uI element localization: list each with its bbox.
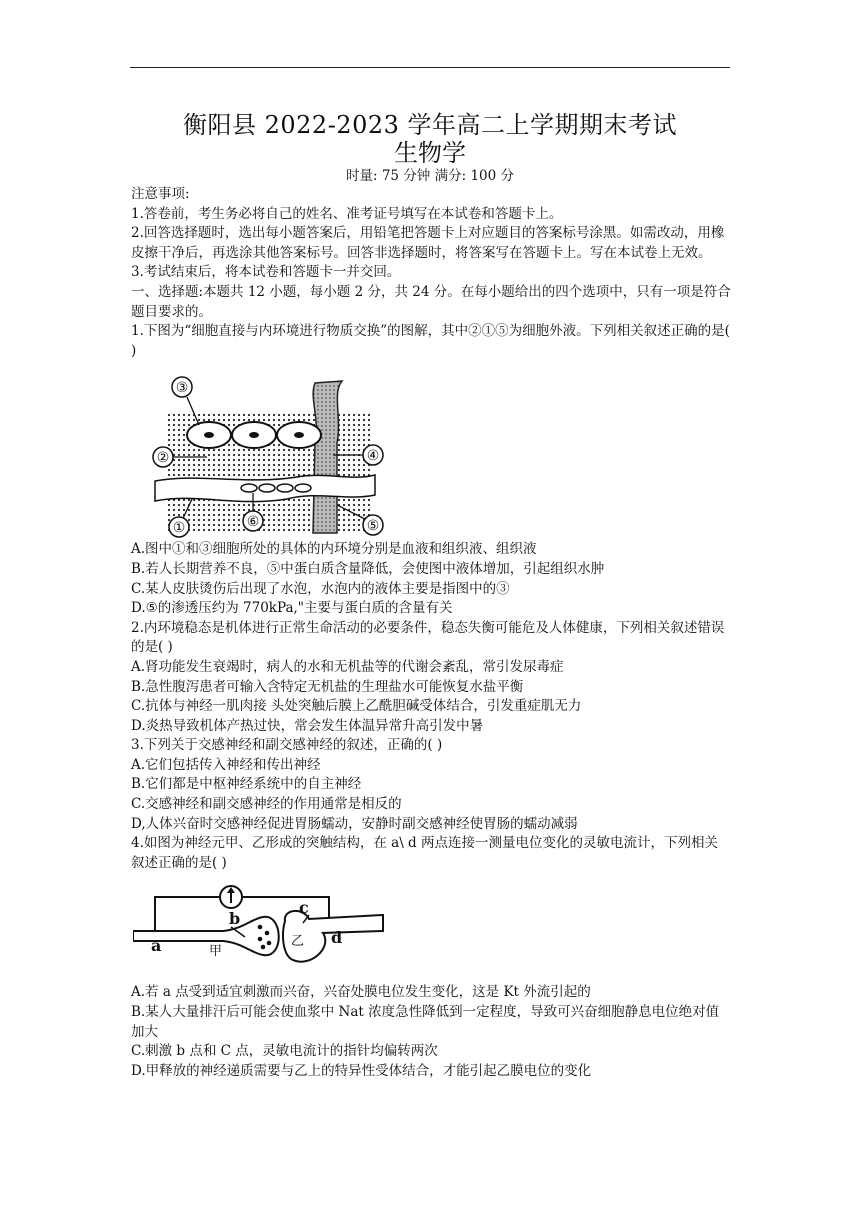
question-2-stem: 2.内环境稳态是机体进行正常生命活动的必要条件，稳态失衡可能危及人体健康，下列相关叙述错误的是( ) [131, 619, 725, 656]
question-1-option-c: C.某人皮肤烫伤后出现了水泡，水泡内的液体主要是指图中的③ [131, 580, 510, 597]
blood-cell [295, 484, 311, 492]
question-3-option-b: B.它们都是中枢神经系统中的自主神经 [131, 776, 362, 793]
neuron-jia-label: 甲 [209, 944, 223, 960]
synapse-galvanometer-diagram [133, 879, 423, 979]
question-4-option-a: A.若 a 点受到适宜刺激而兴奋，兴奋处膜电位发生变化，这是 Kt 外流引起的 [131, 984, 591, 1001]
question-2-option-c: C.抗体与神经一肌肉接 头处突触后膜上乙酰胆碱受体结合，引发重症肌无力 [131, 698, 582, 715]
cell-nucleus [204, 432, 214, 438]
neuron-yi-label: 乙 [291, 934, 305, 950]
cell-nucleus [294, 432, 304, 438]
exam-subject: 生物学 [394, 139, 466, 167]
question-1-stem: 1.下图为“细胞直接与内环境进行物质交换”的图解，其中②①⑤为细胞外液。下列相关叙述正确的是( ) [131, 323, 730, 359]
question-2-option-b: B.急性腹泻患者可输入含特定无机盐的生理盐水可能恢复水盐平衡 [131, 678, 524, 695]
point-b-label: b [229, 909, 241, 929]
point-d-label: d [331, 928, 343, 948]
question-4-option-d: D.甲释放的神经递质需要与乙上的特异性受体结合，才能引起乙膜电位的变化 [131, 1062, 592, 1079]
question-2-option-a: A.肾功能发生衰竭时，病人的水和无机盐等的代谢会紊乱，常引发尿毒症 [131, 658, 564, 675]
label-1: ① [172, 520, 186, 537]
question-1-option-b: B.若人长期营养不良，⑤中蛋白质含量降低，会使图中液体增加，引起组织水肿 [131, 560, 605, 577]
question-1-option-a: A.图中①和③细胞所处的具体的内环境分别是血液和组织液、组织液 [131, 541, 537, 558]
exam-time-score: 时量: 75 分钟 满分: 100 分 [346, 168, 514, 184]
notice-item: 3.考试结束后，将本试卷和答题卡一并交回。 [131, 264, 401, 281]
question-4-option-c: C.刺激 b 点和 C 点，灵敏电流计的指针均偏转两次 [131, 1043, 438, 1060]
question-3-stem: 3.下列关于交感神经和副交感神经的叙述，正确的( ) [131, 737, 443, 754]
label-5: ⑤ [366, 518, 380, 535]
label-2: ② [156, 450, 170, 467]
lymph-vessel [313, 381, 342, 533]
question-4-stem: 4.如图为神经元甲、乙形成的突触结构，在 a\ d 两点连接一测量电位变化的灵敏电流计，下列相关叙述正确的是( ) [131, 835, 718, 871]
label-6: ⑥ [246, 514, 260, 531]
internal-environment-diagram [137, 373, 387, 538]
question-3-option-c: C.交感神经和副交感神经的作用通常是相反的 [131, 796, 402, 813]
point-a-label: a [151, 936, 162, 956]
question-4-option-b: B.某人大量排汗后可能会使血浆中 Nat 浓度急性降低到一定程度，导致可兴奋细胞静息电位绝对值加大 [131, 1004, 720, 1040]
exam-title: 衡阳县 2022-2023 学年高二上学期期末考试 [182, 111, 678, 139]
blood-cell [259, 484, 275, 492]
cell-nucleus [249, 432, 259, 438]
question-3-option-a: A.它们包括传入神经和传出神经 [131, 756, 321, 773]
question-1-option-d: D.⑤的渗透压约为 770kPa,"主要与蛋白质的含量有关 [131, 600, 453, 617]
notice-item: 1.答卷前，考生务必将自己的姓名、准考证号填写在本试卷和答题卡上。 [131, 205, 563, 222]
exam-body [131, 185, 731, 1081]
question-3-option-d: D,人体兴奋时交感神经促进胃肠蠕动，安静时副交感神经使胃肠的蠕动减弱 [131, 815, 578, 832]
question-2-option-d: D.炎热导致机体产热过快，常会发生体温异常升高引发中暑 [131, 717, 484, 734]
point-c-label: c [299, 898, 309, 918]
header-rule [130, 67, 730, 68]
label-4: ④ [366, 448, 380, 465]
blood-cell [277, 484, 293, 492]
notice-item: 2.回答选择题时，选出每小题答案后，用铅笔把答题卡上对应题目的答案标号涂黑。如需改动，用橡皮擦干净后，再选涂其他答案标号。回答非选择题时，将答案写在答题卡上。写在本试卷上无效。 [131, 225, 725, 261]
blood-cell [241, 484, 257, 492]
notice-heading: 注意事项: [131, 186, 190, 202]
label-3: ③ [175, 380, 189, 397]
section-intro: 一、选择题:本题共 12 小题，每小题 2 分，共 24 分。在每小题给出的四个选项中，只有一项是符合题目要求的。 [131, 283, 731, 320]
